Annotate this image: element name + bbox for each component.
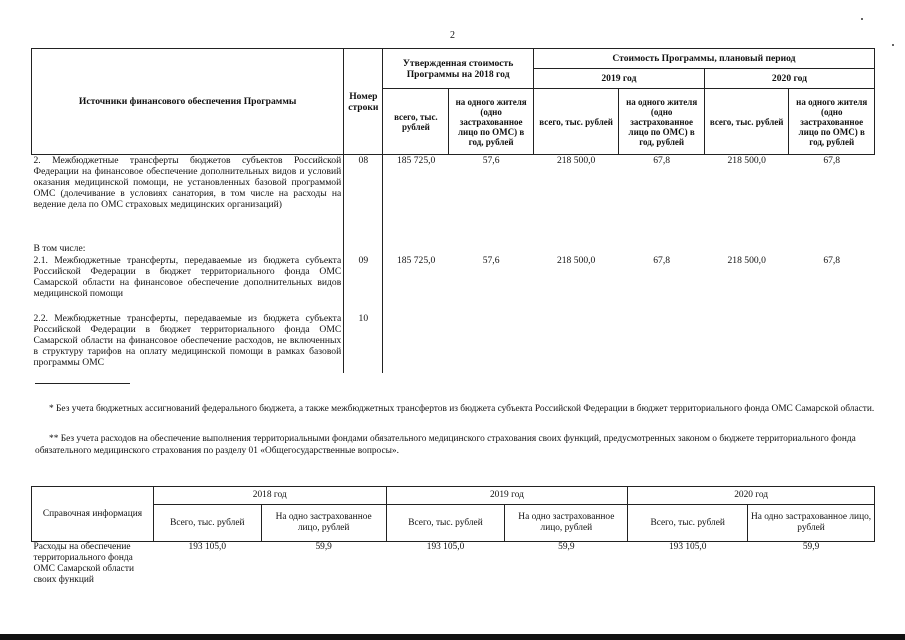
header-approved-2018: Утвержденная стоимость Программы на 2018 год [383, 49, 533, 89]
header-year-2020: 2020 год [704, 69, 874, 89]
table-row [32, 542, 875, 587]
header-per-resident-2018: на одного жителя (одно застрахованное лицо по ОМС) в год, рублей [449, 89, 534, 155]
header-total-2020: всего, тыс. рублей [704, 89, 789, 155]
row-per-2018: 57,6 [482, 254, 500, 266]
row-total-2018: 185 725,0 [396, 254, 436, 266]
row-total-2019: 218 500,0 [556, 254, 596, 266]
ref-header-per-2018: На одно застрахованное лицо, рублей [261, 505, 386, 542]
row-per-2019: 67,8 [653, 254, 671, 266]
ref-header-total-2018: Всего, тыс. рублей [153, 505, 261, 542]
header-total-2019: всего, тыс. рублей [533, 89, 619, 155]
ref-header-label: Справочная информация [32, 487, 154, 542]
ref-header-year-2019: 2019 год [386, 487, 628, 505]
ref-total-2020: 193 105,0 [668, 542, 707, 552]
ref-header-year-2020: 2020 год [628, 487, 875, 505]
table-row [32, 243, 875, 255]
scan-speck [861, 18, 863, 20]
header-year-2019: 2019 год [533, 69, 704, 89]
scan-speck [892, 44, 894, 46]
ref-total-2019: 193 105,0 [426, 542, 465, 552]
ref-header-total-2020: Всего, тыс. рублей [628, 505, 748, 542]
table-row [32, 155, 875, 243]
row-total-2018: 185 725,0 [396, 155, 436, 166]
header-per-resident-2020: на одного жителя (одно застрахованное лицо по ОМС) в год, рублей [789, 89, 875, 155]
row-total-2020: 218 500,0 [727, 254, 766, 266]
ref-header-year-2018: 2018 год [153, 487, 386, 505]
ref-row-label: Расходы на обеспечение территориального фонда ОМС Самарской области своих функций [33, 542, 134, 585]
footnote-2: ** Без учета расходов на обеспечение выполнения территориальными фондами обязательного медицинского страхования своих функций, предусмотренных законом о бюджете территориального фонда обязательного медицинского страхования по разделу 01 «Общегосударственные вопросы». [35, 434, 856, 456]
header-sources: Источники финансового обеспечения Программы [32, 49, 344, 155]
row-source: 2.2. Межбюджетные трансферты, передаваемые из бюджета субъекта Российской Федерации в бюджет территориального фонда ОМС Самарской области на финансовое обеспечение расходов, не включенных в структуру тарифов на оплату медицинской помощи в рамках базовой программы ОМС [32, 313, 344, 373]
ref-per-2019: 59,9 [558, 542, 575, 552]
header-planned-period: Стоимость Программы, плановый период [533, 49, 874, 69]
page-number: 2 [450, 30, 455, 41]
row-source: 2. Межбюджетные трансферты бюджетов субъектов Российской Федерации на финансовое обеспечение дополнительных видов и условий оказания медицинской помощи, не установленных базовой программой ОМС (долечивание в условиях санатория, в том числе на расходы на ведение дела по ОМС страховых медицинских организаций) [32, 155, 344, 243]
header-row-number: Номер строки [344, 49, 383, 155]
header-total-2018: всего, тыс. рублей [383, 89, 449, 155]
ref-header-per-2019: На одно застрахованное лицо, рублей [505, 505, 628, 542]
footnote-1: * Без учета бюджетных ассигнований федерального бюджета, а также межбюджетных трансфертов из бюджета субъекта Российской Федерации в бюджет территориального фонда ОМС Самарской области. [49, 404, 875, 414]
row-per-2020: 67,8 [823, 254, 841, 266]
header-per-resident-2019: на одного жителя (одно застрахованное лицо по ОМС) в год, рублей [619, 89, 705, 155]
row-total-2019: 218 500,0 [556, 155, 596, 166]
row-total-2020: 218 500,0 [727, 155, 766, 166]
footnote-divider [35, 383, 130, 384]
row-source: 2.1. Межбюджетные трансферты, передаваемые из бюджета субъекта Российской Федерации в бюджет территориального фонда ОМС Самарской области на финансовое обеспечение дополнительных видов медицинской помощи [32, 255, 344, 313]
reference-info-table [31, 486, 875, 586]
scan-edge-bar [0, 634, 905, 640]
row-number: 08 [344, 155, 383, 243]
row-per-2018: 57,6 [482, 155, 500, 166]
table-row [32, 255, 875, 313]
row-number: 09 [344, 255, 383, 313]
program-funding-table [31, 48, 875, 373]
ref-header-total-2019: Всего, тыс. рублей [386, 505, 505, 542]
row-prefix: В том числе: [32, 243, 344, 255]
table-row [32, 313, 875, 373]
row-number: 10 [344, 313, 383, 373]
ref-per-2018: 59,9 [315, 542, 332, 552]
row-per-2020: 67,8 [823, 155, 841, 166]
ref-total-2018: 193 105,0 [188, 542, 227, 552]
ref-per-2020: 59,9 [802, 542, 820, 552]
row-per-2019: 67,8 [653, 155, 671, 166]
ref-header-per-2020: На одно застрахованное лицо, рублей [748, 505, 875, 542]
